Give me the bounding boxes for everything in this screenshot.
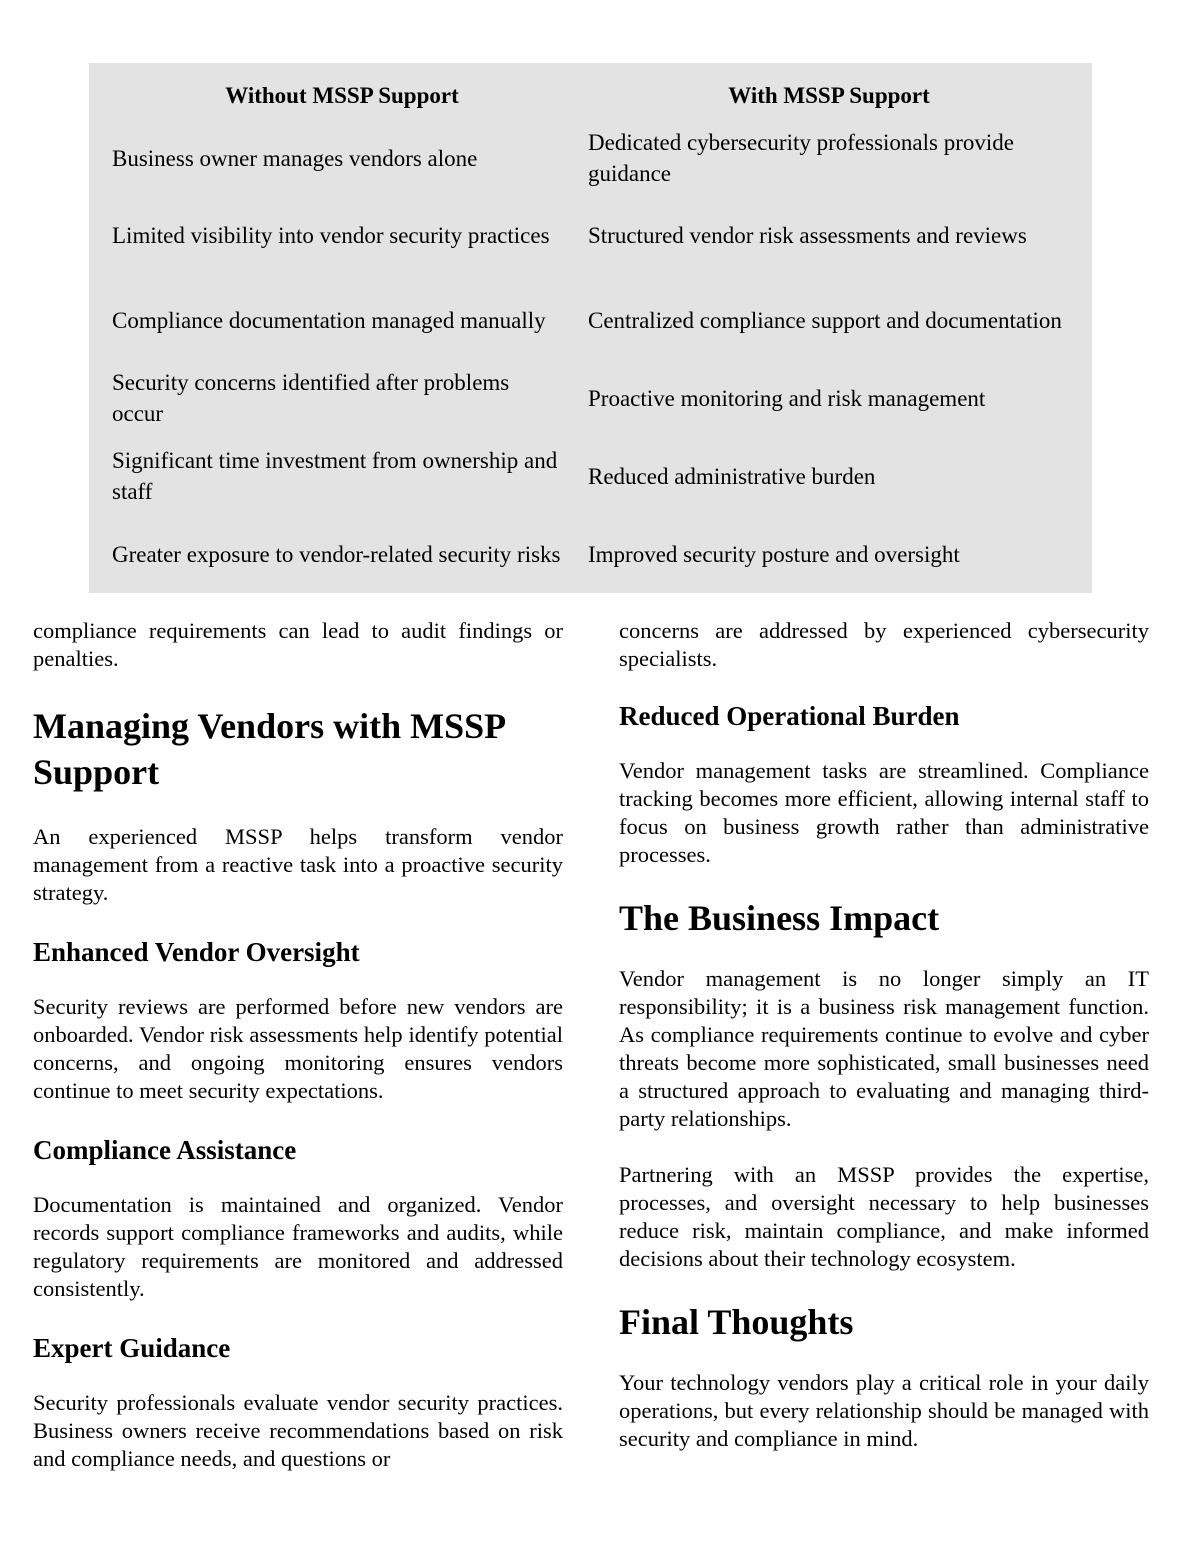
heading-compliance-assistance: Compliance Assistance — [33, 1135, 297, 1165]
table-cell-without-2: Limited visibility into vendor security practices — [112, 222, 550, 248]
heading-business-impact: The Business Impact — [619, 898, 940, 938]
table-cell-without-6: Greater exposure to vendor-related security risks — [112, 541, 561, 567]
table-cell-without-5: Significant time investment from ownership and staff — [112, 448, 558, 504]
paragraph-business-impact-2: Partnering with an MSSP provides the expertise, processes, and oversight necessary to help businesses reduce risk, maintain compliance, and make informed decisions about their technology ecosystem. — [619, 1162, 1149, 1271]
heading-expert-guidance: Expert Guidance — [33, 1333, 231, 1363]
paragraph-final-thoughts: Your technology vendors play a critical role in your daily operations, but every relationship should be managed with security and compliance in mind. — [619, 1370, 1149, 1451]
table-cell-with-3: Centralized compliance support and documentation — [588, 307, 1062, 333]
table-cell-with-5: Reduced administrative burden — [588, 463, 876, 489]
paragraph-reduced-operational-burden: Vendor management tasks are streamlined. Compliance tracking becomes more efficient, allowing internal staff to focus on business growth rather than administrative processes. — [619, 758, 1149, 867]
article-column-right — [619, 617, 1149, 1453]
comparison-table — [89, 63, 1092, 593]
table-cell-with-2: Structured vendor risk assessments and reviews — [588, 222, 1027, 248]
column-header-without-mssp: Without MSSP Support — [225, 83, 459, 108]
paragraph-enhanced-vendor-oversight: Security reviews are performed before new vendors are onboarded. Vendor risk assessments help identify potential concerns, and ongoing monitoring ensures vendors continue to meet security expectations. — [33, 994, 563, 1103]
table-cell-without-4: Security concerns identified after problems occur — [112, 370, 510, 426]
heading-enhanced-vendor-oversight: Enhanced Vendor Oversight — [33, 937, 360, 967]
table-cell-with-4: Proactive monitoring and risk management — [588, 385, 986, 411]
heading-final-thoughts: Final Thoughts — [619, 1302, 854, 1342]
table-cell-without-3: Compliance documentation managed manually — [112, 307, 546, 333]
paragraph-compliance-assistance: Documentation is maintained and organized. Vendor records support compliance frameworks and audits, while regulatory requirements are monitored and addressed consistently. — [33, 1192, 563, 1301]
paragraph-concerns-addressed: concerns are addressed by experienced cybersecurity specialists. — [619, 618, 1149, 671]
paragraph-compliance-penalties: compliance requirements can lead to audit findings or penalties. — [33, 618, 563, 671]
heading-managing-vendors: Managing Vendors with MSSP Support — [33, 706, 505, 792]
paragraph-managing-vendors: An experienced MSSP helps transform vendor management from a reactive task into a proactive security strategy. — [33, 824, 563, 905]
paragraph-business-impact-1: Vendor management is no longer simply an IT responsibility; it is a business risk management function. As compliance requirements continue to evolve and cyber threats become more sophisticated, small businesses need a structured approach to evaluating and managing third-party relationships. — [619, 966, 1149, 1131]
column-header-with-mssp: With MSSP Support — [728, 83, 930, 108]
heading-reduced-operational-burden: Reduced Operational Burden — [619, 701, 960, 731]
article-column-left — [33, 617, 563, 1473]
paragraph-expert-guidance: Security professionals evaluate vendor security practices. Business owners receive recommendations based on risk and compliance needs, and questions or — [33, 1390, 563, 1471]
table-cell-without-1: Business owner manages vendors alone — [112, 145, 478, 171]
table-cell-with-6: Improved security posture and oversight — [588, 541, 960, 567]
table-cell-with-1: Dedicated cybersecurity professionals provide guidance — [588, 130, 1014, 186]
